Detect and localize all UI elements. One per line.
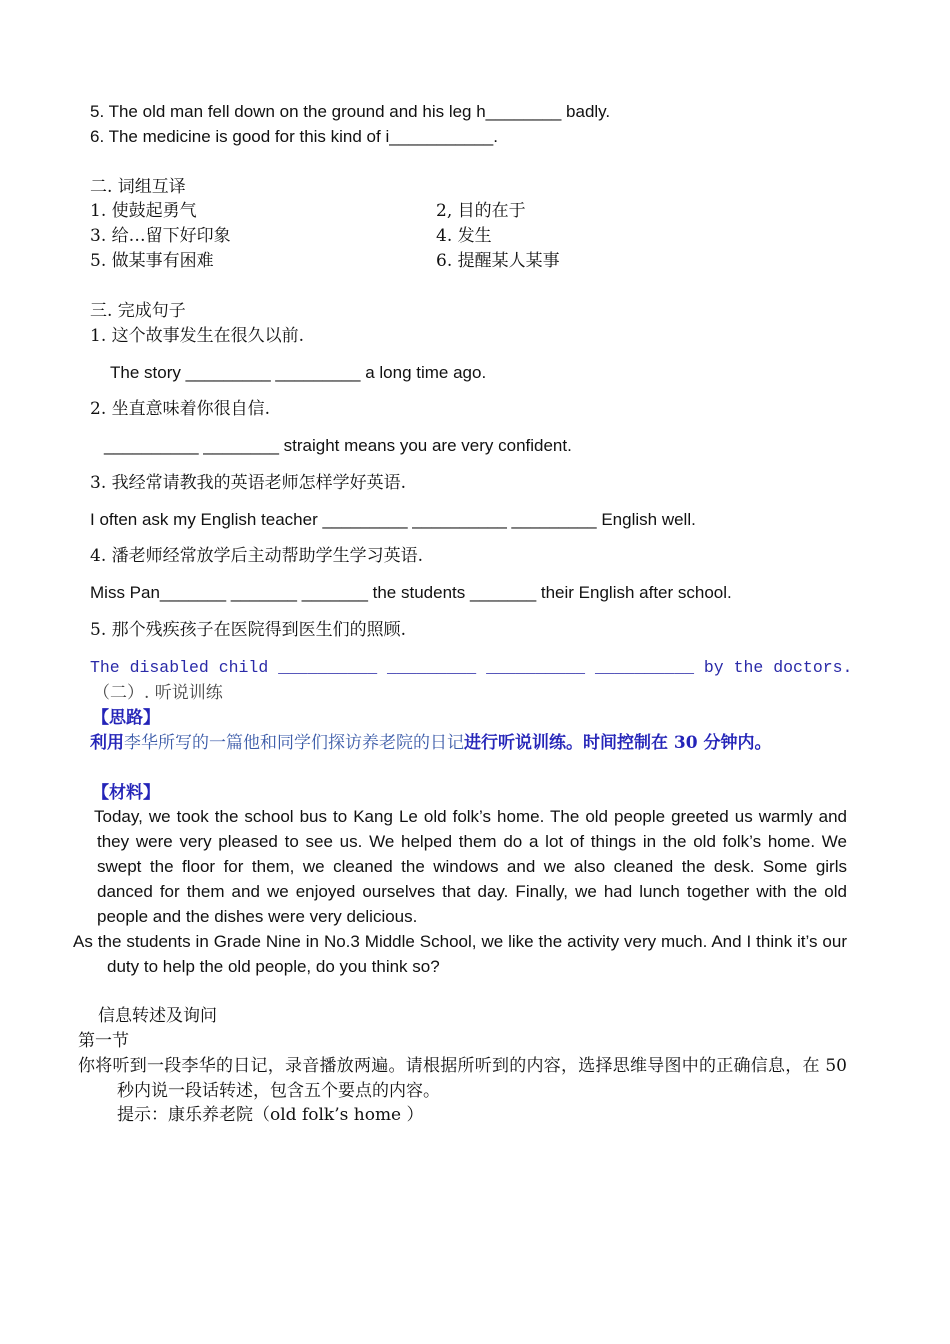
idea-text-part: 进行听说训练。时间控制在 30 分钟内。 (464, 733, 772, 753)
section-heading-sentences: 三. 完成句子 (90, 301, 186, 321)
subsection-label: 第一节 (78, 1031, 129, 1051)
phrase-item: 4. 发生 (436, 226, 492, 246)
sentence-cn-4: 4. 潘老师经常放学后主动帮助学生学习英语. (90, 546, 424, 566)
material-paragraph-1: Today, we took the school bus to Kang Le old folk’s home. The old people greeted us warmly and they were very pleased to see us. We helped them do a lot of things in the old folk’s home. We swept the floor for them, we cleaned the windows and we also cleaned the desk. Some girls danced for them and we enjoyed ourselves that day. Finally, we had lunch together with the old people and the dishes were very delicious. (94, 807, 847, 926)
retell-instruction: 你将听到一段李华的日记，录音播放两遍。请根据所听到的内容，选择思维导图中的正确信息，在 50 秒内说一段话转述，包含五个要点的内容。 (78, 1056, 847, 1101)
question-5: 5. The old man fell down on the ground and his leg h________ badly. (90, 102, 611, 121)
material-label: 【材料】 (92, 783, 160, 803)
sentence-cn-3: 3. 我经常请教我的英语老师怎样学好英语. (90, 473, 407, 493)
idea-label: 【思路】 (92, 708, 160, 728)
section-heading-listening: （二）. 听说训练 (93, 683, 223, 703)
sentence-cn-5: 5. 那个残疾孩子在医院得到医生们的照顾. (90, 620, 407, 640)
section-heading-phrases: 二. 词组互译 (90, 177, 186, 197)
phrase-item: 3. 给…留下好印象 (90, 226, 231, 246)
sentence-cn-1: 1. 这个故事发生在很久以前. (90, 326, 305, 346)
sentence-en-4: Miss Pan_______ _______ _______ the students _______ their English after school. (90, 583, 732, 602)
retell-hint: 提示：康乐养老院（old folk’s home ） (117, 1105, 424, 1125)
sentence-en-5: The disabled child __________ _________ __________ __________ by the doctors. (90, 658, 853, 677)
sentence-en-3: I often ask my English teacher _________ __________ _________ English well. (90, 510, 696, 529)
phrase-item: 2, 目的在于 (436, 201, 526, 221)
idea-text-part: 李华所写的一篇他和同学们探访养老院的日记 (124, 733, 464, 753)
phrase-item: 1. 使鼓起勇气 (90, 201, 197, 221)
section-heading-retell: 信息转述及询问 (98, 1006, 217, 1026)
sentence-cn-2: 2. 坐直意味着你很自信. (90, 399, 271, 419)
question-6: 6. The medicine is good for this kind of i___________. (90, 127, 498, 146)
material-paragraph-2: As the students in Grade Nine in No.3 Middle School, we like the activity very much. And I think it’s our duty to help the old people, do you think so? (73, 932, 847, 976)
phrase-item: 6. 提醒某人某事 (436, 251, 560, 271)
sentence-en-1: The story _________ _________ a long time ago. (110, 363, 487, 382)
idea-text-part: 利用 (90, 733, 124, 753)
idea-text (90, 732, 772, 754)
sentence-en-2: __________ ________ straight means you are very confident. (104, 436, 572, 455)
phrase-item: 5. 做某事有困难 (90, 251, 214, 271)
